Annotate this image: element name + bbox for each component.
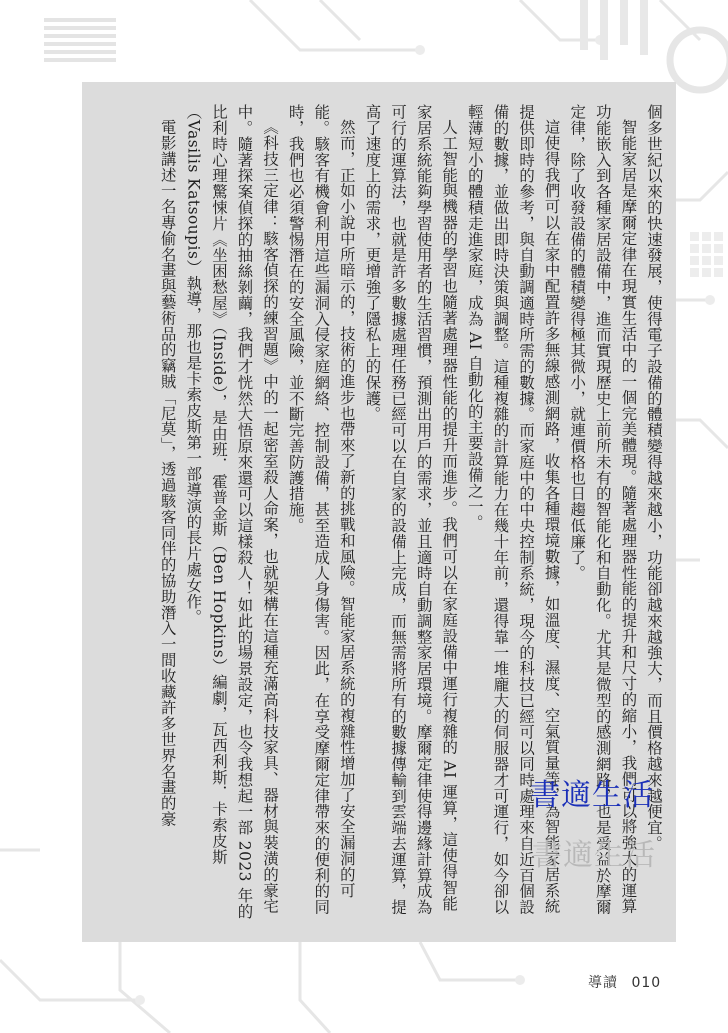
- section-label: 導讀: [588, 975, 618, 991]
- paragraph: 人工智能與機器的學習也隨著處理器性能的提升而進步。我們可以在家庭設備中運行複雜的 AI 運算，這使得智能家居系統能夠學習使用者的生活習慣，預測出用戶的需求，並且適時自動調整家居環境。摩爾定律使得邊緣計算成為可行的運算法，也就是許多數據處理任務已經可以在自家的設備上完成，而無需將所有的數據傳輸到雲端去運算，提高了速度上的需求，更增強了隱私上的保護。: [363, 104, 459, 915]
- watermark: [530, 770, 690, 880]
- watermark-primary: 書適生活: [530, 778, 654, 813]
- paragraph: 這使得我們可以在家中配置許多無線感測網路，收集各種環境數據，如溫度、濕度、空氣質量等，為智能家居系統提供即時的參考，與自動調適時所需的數據。而家庭中的中央控制系統，現今的科技已經可以同時處理來自近百個設備的數據，並做出即時決策與調整。這種複雜的計算能力在幾十年前，還得靠一堆龐大的伺服器才可運行，如今卻以輕薄短小的體積走進家庭，成為 AI 自動化的主要設備之一。: [465, 104, 561, 915]
- paragraph: 然而，正如小說中所暗示的，技術的進步也帶來了新的挑戰和風險。智能家居系統的複雜性增加了安全漏洞的可能。駭客有機會利用這些漏洞入侵家庭網絡、控制設備，甚至造成人身傷害。因此，在享受摩爾定律帶來的便利的同時，我們也必須警惕潛在的安全風險，並不斷完善防護措施。: [286, 104, 356, 915]
- stripe-icon: [44, 18, 116, 62]
- paragraph: 電影講述一名專偷名畫與藝術品的竊賊「尼莫」，透過駭客同伴的協助潛入一間收藏許多世界名畫的豪: [158, 119, 177, 828]
- paragraph: 《科技三定律：駭客偵探的練習題》中的一起密室殺人命案，也就架構在這種充滿高科技家具、器材與裝潢的豪宅中。隨著探案偵探的抽絲剝繭，我們才恍然大悟原來還可以這樣殺人！如此的場景設定，也令我想起一部 2023 年的比利時心理驚悚片《坐困愁屋》（Inside），是由班．霍普金斯（Ben Hopkins）編劇，瓦西利斯．卡索皮斯（Vasilis Katsoupis）執導，那也是卡索皮斯第一部導演的長片處女作。: [184, 104, 280, 920]
- paragraph: 個多世紀以來的快速發展，使得電子設備的體積變得越來越小，功能卻越來越強大，而且價格越來越便宜。: [645, 104, 663, 852]
- watermark-secondary: 書適生活: [532, 838, 656, 873]
- paragraph: 智能家居是摩爾定律在現實生活中的一個完美體現。隨著處理器性能的提升和尺寸的縮小，我們可以將強大的運算功能嵌入到各種家居設備中，進而實現歷史上前所未有的智能化和自動化。尤其是微型的感測網路，也是受益於摩爾定律，除了收發設備的體積變得極其微小，就連價格也日趨低廉了。: [568, 104, 638, 915]
- page-footer: [588, 972, 661, 992]
- page-number: 010: [631, 975, 662, 991]
